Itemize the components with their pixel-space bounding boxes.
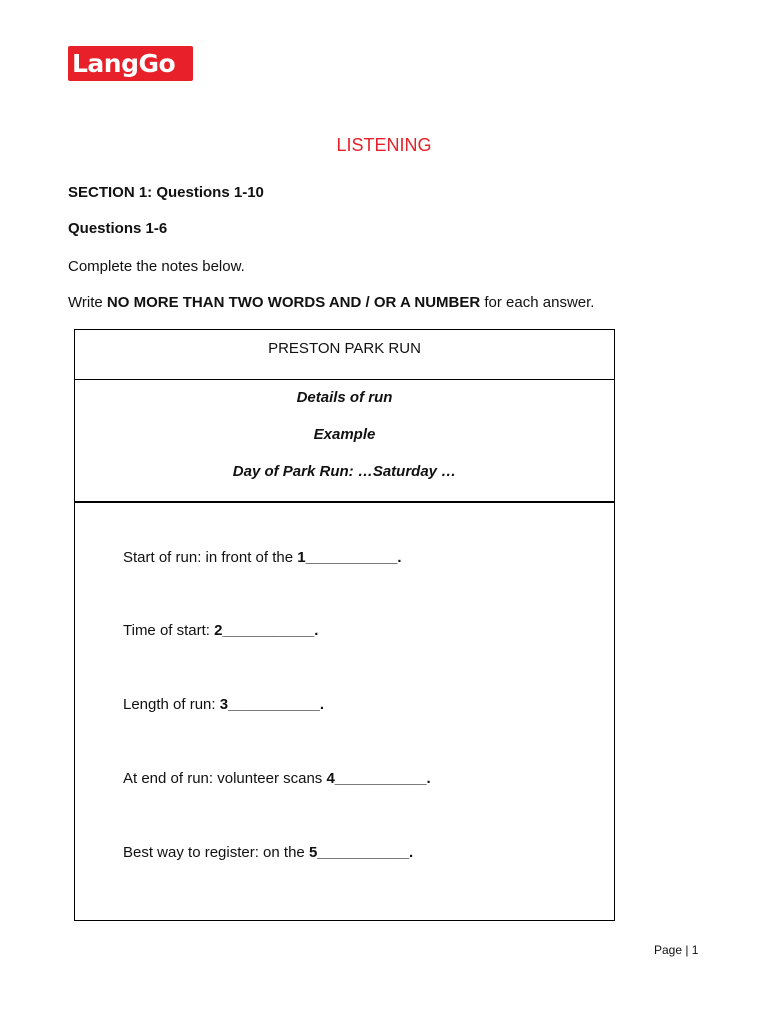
question-3-blank: 3___________. — [219, 696, 325, 713]
instruction-suffix: for each answer. — [480, 294, 595, 311]
question-2-text: Time of start: — [123, 622, 215, 639]
question-5 — [123, 843, 413, 863]
questions-heading: Questions 1-6 — [68, 220, 168, 237]
page-number: Page | 1 — [654, 943, 699, 957]
notes-table — [74, 329, 615, 921]
instruction-emphasis: NO MORE THAN TWO WORDS AND / OR A NUMBER — [106, 294, 481, 311]
section-heading: SECTION 1: Questions 1-10 — [68, 184, 264, 201]
example-label: Example — [313, 426, 376, 443]
question-1 — [123, 548, 402, 568]
question-3 — [123, 695, 324, 715]
question-3-text: Length of run: — [123, 696, 220, 713]
question-4-blank: 4___________. — [326, 770, 431, 787]
question-4-text: At end of run: volunteer scans — [123, 770, 327, 787]
question-2 — [123, 621, 318, 641]
question-4 — [123, 769, 431, 789]
details-subheading: Details of run — [296, 389, 393, 406]
question-2-blank: 2___________. — [214, 622, 319, 639]
question-5-blank: 5___________. — [308, 844, 414, 861]
page-title: LISTENING — [336, 135, 432, 155]
example-text: Day of Park Run: …Saturday … — [232, 463, 457, 480]
notes-table-heading: PRESTON PARK RUN — [75, 330, 614, 380]
notes-table-details — [75, 380, 614, 503]
instruction-word-limit — [68, 293, 594, 313]
instruction-complete: Complete the notes below. — [68, 258, 245, 275]
langgo-logo: LangGo — [68, 46, 193, 81]
question-1-blank: 1___________. — [297, 549, 402, 566]
question-1-text: Start of run: in front of the — [123, 549, 298, 566]
question-5-text: Best way to register: on the — [123, 844, 309, 861]
instruction-prefix: Write — [68, 294, 107, 311]
